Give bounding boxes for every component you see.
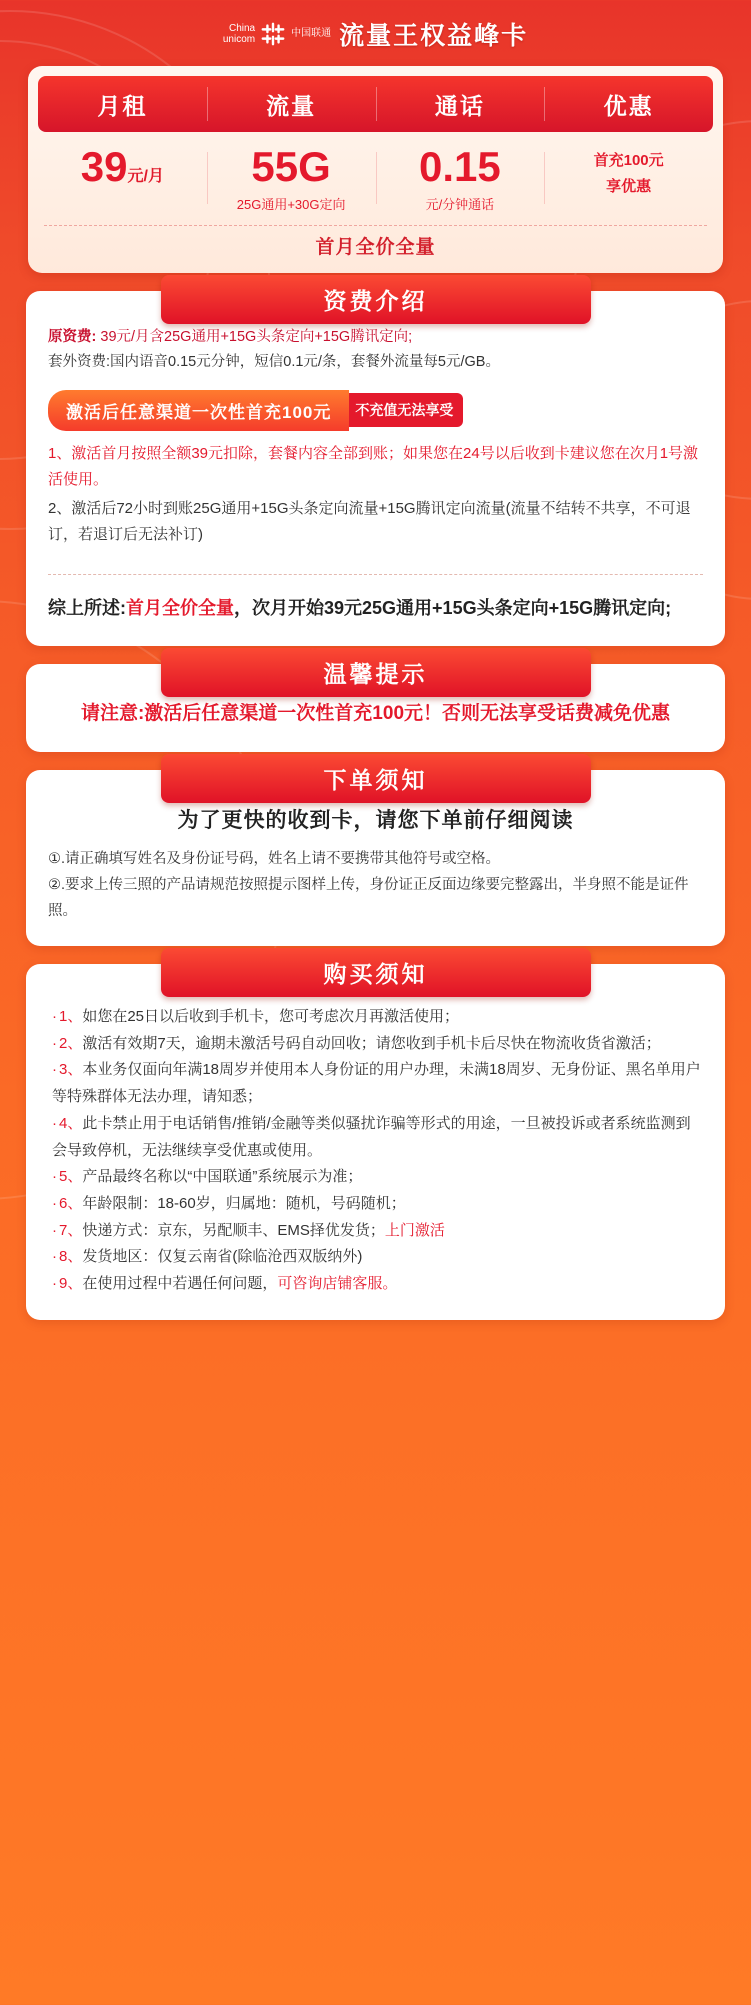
item-text: 此卡禁止用于电话销售/推销/金融等类似骚扰诈骗等形式的用途，一旦被投诉或者系统监测到会导致停机，无法继续享受优惠或使用。 xyxy=(52,1114,691,1159)
item-text: 产品最终名称以“中国联通”系统展示为准； xyxy=(82,1168,363,1186)
item-index: 2、 xyxy=(59,1034,83,1052)
conclusion-prefix: 综上所述: xyxy=(48,597,126,618)
purchase-notice-item xyxy=(48,1218,703,1245)
recharge-ribbon: 激活后任意渠道一次性首充100元 xyxy=(48,390,349,431)
page-header xyxy=(0,0,751,62)
rent-unit: 元/月 xyxy=(127,168,164,185)
item-index: 7、 xyxy=(59,1221,83,1239)
fee-intro-title: 资费介绍 xyxy=(161,275,591,324)
bullet-dot-icon: · xyxy=(52,1061,57,1079)
price-value-call xyxy=(376,143,545,213)
order-notice-card xyxy=(26,766,725,946)
bullet-dot-icon: · xyxy=(52,1168,57,1186)
original-fee-block xyxy=(48,325,703,376)
price-col-promo: 优惠 xyxy=(544,76,713,132)
bullet-dot-icon: · xyxy=(52,1274,57,1292)
first-month-banner: 首月全价全量 xyxy=(44,225,707,261)
warm-tips-card xyxy=(26,661,725,751)
item-text: 如您在25日以后收到手机卡，您可考虑次月再激活使用； xyxy=(82,1008,460,1026)
purchase-notice-item xyxy=(48,1244,703,1271)
price-col-data: 流量 xyxy=(207,76,376,132)
purchase-notice-item xyxy=(48,1111,703,1164)
original-fee-text: 39元/月含25G通用+15G头条定向+15G腾讯定向; xyxy=(100,329,413,345)
recharge-ribbon-row xyxy=(48,390,703,431)
logo-en-bottom: unicom xyxy=(222,34,256,45)
order-notice-item: ①.请正确填写姓名及身份证号码，姓名上请不要携带其他符号或空格。 xyxy=(48,850,501,867)
purchase-notice-item xyxy=(48,1164,703,1191)
item-text: 本业务仅面向年满18周岁并使用本人身份证的用户办理，未满18周岁、无身份证、黑名单用户等特殊群体无法办理，请知悉； xyxy=(52,1061,701,1106)
warm-tips-text: 请注意:激活后任意渠道一次性首充100元！否则无法享受话费减免优惠 xyxy=(80,703,671,725)
china-unicom-logo xyxy=(223,21,331,47)
item-text-highlight: 可咨询店铺客服。 xyxy=(277,1274,398,1292)
fee-intro-card xyxy=(26,288,725,646)
purchase-notice-item xyxy=(48,1004,703,1031)
fee-item-1: 1、激活首月按照全额39元扣除，套餐内容全部到账；如果您在24号以后收到卡建议您在次月1号激活使用。 xyxy=(48,444,699,488)
purchase-notice-item xyxy=(48,1271,703,1298)
fee-conclusion xyxy=(48,593,703,625)
logo-cn-text: 中国联通 xyxy=(291,28,332,40)
price-value-rent xyxy=(38,143,207,190)
call-unit: 元/分钟通话 xyxy=(425,197,495,212)
logo-en-text xyxy=(223,23,255,46)
price-summary-card xyxy=(28,66,723,273)
recharge-ribbon-tag: 不充值无法享受 xyxy=(335,393,463,427)
order-notice-title: 下单须知 xyxy=(161,754,591,803)
outside-fee-text: 套外资费:国内语音0.15元分钟，短信0.1元/条，套餐外流量每5元/GB。 xyxy=(48,354,500,371)
bullet-dot-icon: · xyxy=(52,1221,57,1239)
page-title: 流量王权益峰卡 xyxy=(339,22,529,50)
purchase-notice-item xyxy=(48,1057,703,1110)
logo-en-top: China xyxy=(228,22,256,34)
warm-tips-title: 温馨提示 xyxy=(161,648,591,697)
brand-lockup xyxy=(223,16,528,52)
conclusion-rest: ，次月开始39元25G通用+15G头条定向+15G腾讯定向; xyxy=(234,597,672,618)
call-value: 0.15 xyxy=(419,143,501,190)
item-index: 5、 xyxy=(59,1168,83,1186)
price-values-row xyxy=(38,132,713,221)
price-col-rent: 月租 xyxy=(97,93,148,119)
promo-line-2: 享优惠 xyxy=(606,177,652,195)
item-text: 快递方式：京东，另配顺丰、EMS择优发货； xyxy=(82,1221,385,1239)
purchase-notice-item xyxy=(48,1031,703,1058)
purchase-notice-card xyxy=(26,961,725,1320)
original-fee-label: 原资费: xyxy=(48,329,97,345)
item-index: 8、 xyxy=(59,1248,83,1266)
section-divider xyxy=(48,574,703,575)
item-index: 9、 xyxy=(59,1274,83,1292)
purchase-notice-item xyxy=(48,1191,703,1218)
rent-value: 39 xyxy=(80,143,128,190)
item-text-highlight: 上门激活 xyxy=(384,1221,445,1239)
price-value-data xyxy=(207,143,376,213)
data-breakdown: 25G通用+30G定向 xyxy=(236,197,346,212)
price-value-promo xyxy=(544,146,713,198)
item-index: 1、 xyxy=(59,1008,83,1026)
item-text: 在使用过程中若遇任何问题， xyxy=(82,1274,278,1292)
purchase-notice-title: 购买须知 xyxy=(161,948,591,997)
bullet-dot-icon: · xyxy=(52,1248,57,1266)
bullet-dot-icon: · xyxy=(52,1194,57,1212)
original-fee-line xyxy=(48,325,703,350)
data-value: 55G xyxy=(251,143,331,190)
unicom-knot-icon xyxy=(260,21,286,47)
order-notice-item: ②.要求上传三照的产品请规范按照提示图样上传，身份证正反面边缘要完整露出，半身照不能是证件照。 xyxy=(48,876,689,919)
item-index: 4、 xyxy=(59,1114,83,1132)
item-text: 激活有效期7天，逾期未激活号码自动回收；请您收到手机卡后尽快在物流收货省激活； xyxy=(82,1034,661,1052)
item-text: 年龄限制：18-60岁，归属地：随机，号码随机； xyxy=(82,1194,406,1212)
item-index: 3、 xyxy=(59,1061,83,1079)
price-col-call: 通话 xyxy=(376,76,545,132)
bullet-dot-icon: · xyxy=(52,1114,57,1132)
fee-item-2: 2、激活后72小时到账25G通用+15G头条定向流量+15G腾讯定向流量(流量不结转不共享，不可退订，若退订后无法补订) xyxy=(48,500,691,544)
price-header-row xyxy=(38,76,713,132)
bullet-dot-icon: · xyxy=(52,1034,57,1052)
item-index: 6、 xyxy=(59,1194,83,1212)
order-notice-headline: 为了更快的收到卡，请您下单前仔细阅读 xyxy=(177,808,574,832)
promo-line-1: 首充100元 xyxy=(593,152,664,169)
item-text: 发货地区：仅复云南省(除临沧西双版纳外) xyxy=(82,1248,363,1266)
bullet-dot-icon: · xyxy=(52,1008,57,1026)
conclusion-highlight: 首月全价全量 xyxy=(126,597,234,618)
